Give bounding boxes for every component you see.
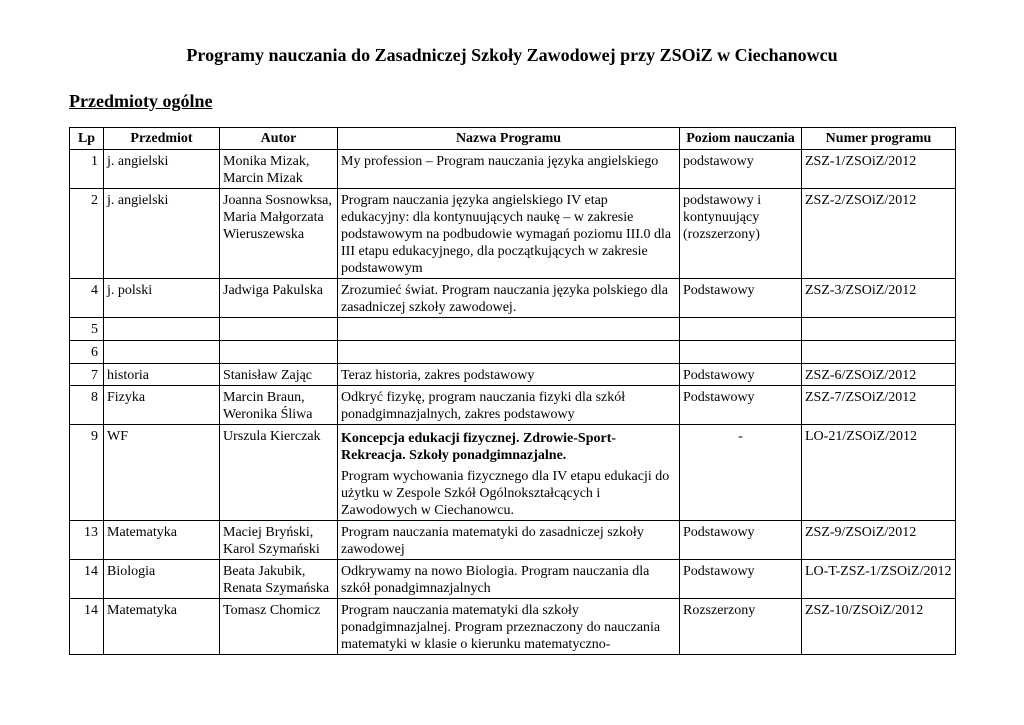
cell-program: Program nauczania matematyki do zasadniczej szkoły zawodowej — [338, 521, 680, 560]
table-row — [70, 364, 956, 386]
section-heading: Przedmioty ogólne — [69, 91, 213, 111]
cell-subject: WF — [104, 425, 220, 521]
cell-program — [338, 425, 680, 521]
cell-program: Program nauczania matematyki dla szkoły ponadgimnazjalnej. Program przeznaczony do nauczania matematyki w klasie o kierunku matematyczno- — [338, 599, 680, 655]
cell-level: Podstawowy — [680, 521, 802, 560]
cell-program: Zrozumieć świat. Program nauczania języka polskiego dla zasadniczej szkoły zawodowej. — [338, 279, 680, 318]
program-description: Program wychowania fizycznego dla IV etapu edukacji do użytku w Zespole Szkół Ogólnokształcących i Zawodowych w Ciechanowcu. — [341, 469, 670, 518]
cell-lp: 14 — [70, 599, 104, 655]
cell-author: Marcin Braun, Weronika Śliwa — [220, 386, 338, 425]
cell-level: Podstawowy — [680, 279, 802, 318]
cell-number: ZSZ-1/ZSOiZ/2012 — [802, 150, 956, 189]
cell-level: Podstawowy — [680, 364, 802, 386]
cell-author: Beata Jakubik, Renata Szymańska — [220, 560, 338, 599]
cell-subject — [104, 318, 220, 341]
cell-number: ZSZ-9/ZSOiZ/2012 — [802, 521, 956, 560]
cell-program: Teraz historia, zakres podstawowy — [338, 364, 680, 386]
cell-subject: j. polski — [104, 279, 220, 318]
table-row — [70, 560, 956, 599]
program-bold-title: Koncepcja edukacji fizycznej. Zdrowie-Sport-Rekreacja. Szkoły ponadgimnazjalne. — [341, 431, 617, 463]
cell-number: ZSZ-10/ZSOiZ/2012 — [802, 599, 956, 655]
cell-subject — [104, 341, 220, 364]
table-row — [70, 386, 956, 425]
cell-level: Podstawowy — [680, 386, 802, 425]
cell-program: Odkryć fizykę, program nauczania fizyki dla szkół ponadgimnazjalnych, zakres podstawowy — [338, 386, 680, 425]
cell-number: ZSZ-3/ZSOiZ/2012 — [802, 279, 956, 318]
cell-author: Stanisław Zając — [220, 364, 338, 386]
cell-program: My profession – Program nauczania języka angielskiego — [338, 150, 680, 189]
cell-author — [220, 318, 338, 341]
cell-author — [220, 341, 338, 364]
cell-program — [338, 341, 680, 364]
cell-level — [680, 341, 802, 364]
cell-author: Monika Mizak, Marcin Mizak — [220, 150, 338, 189]
cell-lp: 5 — [70, 318, 104, 341]
cell-number: ZSZ-7/ZSOiZ/2012 — [802, 386, 956, 425]
header-program-name: Nazwa Programu — [338, 128, 680, 150]
header-author: Autor — [220, 128, 338, 150]
cell-lp: 14 — [70, 560, 104, 599]
cell-subject: Fizyka — [104, 386, 220, 425]
table-header-row — [70, 128, 956, 150]
cell-subject: Matematyka — [104, 521, 220, 560]
cell-number — [802, 341, 956, 364]
cell-level: podstawowy i kontynuujący (rozszerzony) — [680, 189, 802, 279]
cell-number: ZSZ-6/ZSOiZ/2012 — [802, 364, 956, 386]
cell-lp: 1 — [70, 150, 104, 189]
cell-number: LO-21/ZSOiZ/2012 — [802, 425, 956, 521]
cell-lp: 7 — [70, 364, 104, 386]
cell-author: Tomasz Chomicz — [220, 599, 338, 655]
cell-lp: 8 — [70, 386, 104, 425]
cell-level: Rozszerzony — [680, 599, 802, 655]
cell-subject: j. angielski — [104, 150, 220, 189]
cell-lp: 9 — [70, 425, 104, 521]
table-row — [70, 318, 956, 341]
cell-program: Program nauczania języka angielskiego IV etap edukacyjny: dla kontynuujących naukę – w zakresie podstawowym na podbudowie wymagań poziomu III.0 dla III etapu edukacyjnego, dla początkujących w zakresie podstawowym — [338, 189, 680, 279]
cell-program — [338, 318, 680, 341]
cell-lp: 2 — [70, 189, 104, 279]
table-row — [70, 521, 956, 560]
cell-subject: Matematyka — [104, 599, 220, 655]
cell-subject: historia — [104, 364, 220, 386]
header-subject: Przedmiot — [104, 128, 220, 150]
table-row — [70, 189, 956, 279]
cell-subject: Biologia — [104, 560, 220, 599]
cell-lp: 4 — [70, 279, 104, 318]
cell-level — [680, 318, 802, 341]
cell-author: Maciej Bryński, Karol Szymański — [220, 521, 338, 560]
cell-author: Jadwiga Pakulska — [220, 279, 338, 318]
cell-number: ZSZ-2/ZSOiZ/2012 — [802, 189, 956, 279]
table-row — [70, 599, 956, 655]
document-title: Programy nauczania do Zasadniczej Szkoły Zawodowej przy ZSOiZ w Ciechanowcu — [186, 45, 838, 65]
cell-author: Urszula Kierczak — [220, 425, 338, 521]
cell-lp: 13 — [70, 521, 104, 560]
cell-level: Podstawowy — [680, 560, 802, 599]
header-lp: Lp — [70, 128, 104, 150]
cell-level: podstawowy — [680, 150, 802, 189]
header-program-number: Numer programu — [802, 128, 956, 150]
cell-author: Joanna Sosnowksa, Maria Małgorzata Wieruszewska — [220, 189, 338, 279]
cell-subject: j. angielski — [104, 189, 220, 279]
curriculum-table — [69, 127, 956, 655]
header-teaching-level: Poziom nauczania — [680, 128, 802, 150]
cell-program: Odkrywamy na nowo Biologia. Program nauczania dla szkół ponadgimnazjalnych — [338, 560, 680, 599]
cell-level: - — [680, 425, 802, 521]
table-row — [70, 341, 956, 364]
cell-lp: 6 — [70, 341, 104, 364]
table-row — [70, 279, 956, 318]
table-row — [70, 150, 956, 189]
table-row — [70, 425, 956, 521]
cell-number: LO-T-ZSZ-1/ZSOiZ/2012 — [802, 560, 956, 599]
cell-number — [802, 318, 956, 341]
